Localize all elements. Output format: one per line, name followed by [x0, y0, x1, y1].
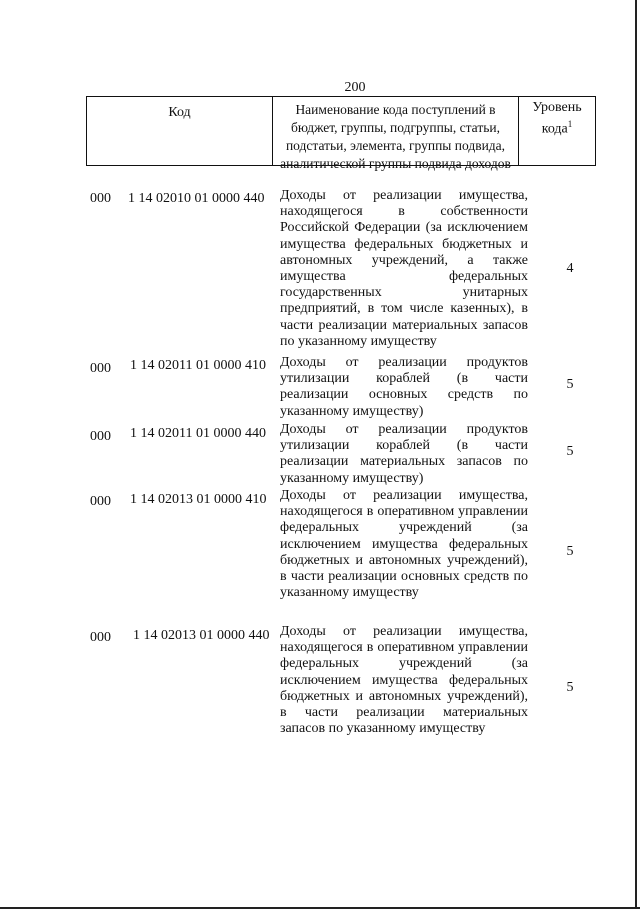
revenue-description: Доходы от реализации продуктов утилизации кораблей (в части реализации основных средств по указанному имуществу) — [280, 355, 528, 419]
admin-code: 000 — [90, 630, 111, 645]
page-edge-right — [635, 0, 637, 909]
header-level-footnote: 1 — [567, 119, 573, 129]
revenue-code: 1 14 02011 01 0000 440 — [130, 426, 266, 441]
admin-code: 000 — [90, 191, 111, 206]
header-level — [519, 97, 595, 165]
code-level: 4 — [566, 261, 574, 276]
header-code: Код — [87, 97, 273, 165]
revenue-code: 1 14 02013 01 0000 440 — [133, 628, 270, 643]
revenue-description: Доходы от реализации имущества, находящегося в собственности Российской Федерации (за исключением имущества федеральных бюджетных и автономных учреждений, а также имущества федеральных государственных унитарных предприятий, в том числе казенных), в части реализации материальных запасов по указанному имуществу — [280, 188, 528, 349]
code-level: 5 — [566, 444, 574, 459]
admin-code: 000 — [90, 429, 111, 444]
revenue-description: Доходы от реализации продуктов утилизации кораблей (в части реализации материальных запасов по указанному имуществу) — [280, 422, 528, 486]
revenue-description: Доходы от реализации имущества, находящегося в оперативном управлении федеральных учреждений (за исключением имущества федеральных бюджетных и автономных учреждений), в части реализации основных средств по указанному имуществу — [280, 488, 528, 601]
revenue-code: 1 14 02011 01 0000 410 — [130, 358, 266, 373]
code-level: 5 — [566, 377, 574, 392]
revenue-description: Доходы от реализации имущества, находящегося в оперативном управлении федеральных учреждений (за исключением имущества федеральных бюджетных и автономных учреждений), в части реализации материальных запасов по указанному имуществу — [280, 624, 528, 737]
admin-code: 000 — [90, 494, 111, 509]
header-level-label: Уровень кода — [532, 100, 582, 137]
code-level: 5 — [566, 544, 574, 559]
header-name: Наименование кода поступлений в бюджет, группы, подгруппы, статьи, подстатьи, элемента, группы подвида, аналитической группы подвида доходов — [273, 97, 519, 165]
revenue-code: 1 14 02010 01 0000 440 — [128, 191, 265, 206]
table-header — [86, 96, 596, 171]
page-number: 200 — [344, 80, 366, 95]
admin-code: 000 — [90, 361, 111, 376]
code-level: 5 — [566, 680, 574, 695]
revenue-code: 1 14 02013 01 0000 410 — [130, 492, 267, 507]
